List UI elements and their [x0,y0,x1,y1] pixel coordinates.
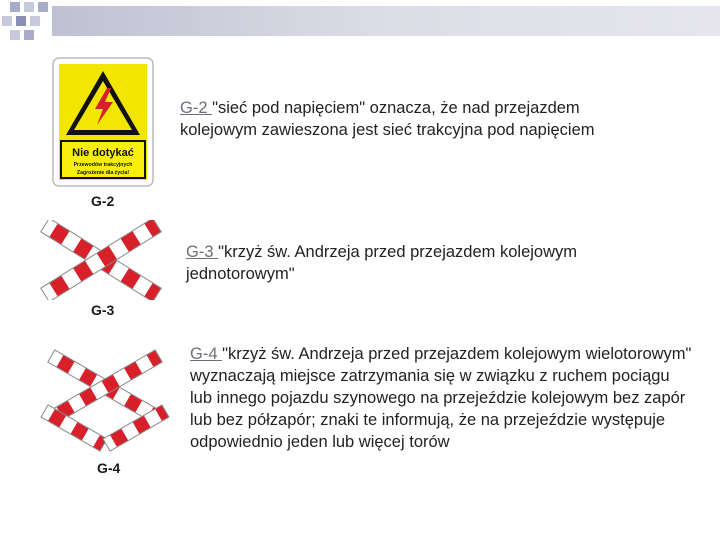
description-g2-text: "sieć pod napięciem" oznacza, że nad przejazdem kolejowym zawieszona jest sieć trakcyjna pod napięciem [180,99,595,139]
sign-g2-subtext-2: Zagrożenie dla życia! [76,170,130,176]
description-g3 [186,241,636,285]
sign-g4-caption: G-4 [97,460,121,476]
slide-header-decoration [0,0,720,40]
description-g2-code: G-2 [180,99,213,117]
description-g3-code: G-3 [186,243,219,261]
single-saint-andrew-cross-icon [38,220,164,300]
sign-g4 [40,345,170,457]
description-g3-text: "krzyż św. Andrzeja przed przejazdem kolejowym jednotorowym" [186,243,578,283]
corner-squares-decoration [0,0,60,44]
sign-g2-subtext-1: Przewodów trakcyjnych [73,162,133,168]
header-band-decoration [52,6,720,36]
sign-g2-main-text: Nie dotykać [72,147,134,159]
sign-g3-caption: G-3 [91,302,115,318]
description-g4-code: G-4 [190,345,223,363]
description-g4-text: "krzyż św. Andrzeja przed przejazdem kolejowym wielotorowym" wyznaczają miejsce zatrzymania się w związku z ruchem pociągu lub innego pojazdu szynowego na przejeździe kolejowym bez zapór lub bez półzapór; znaki te informują, że na przejeździe występuje odpowiednio jeden lub więcej torów [190,345,692,451]
sign-g3 [38,220,164,300]
description-g2 [180,97,650,141]
high-voltage-sign-icon [52,57,154,187]
description-g4 [190,343,695,453]
sign-g2-caption: G-2 [91,193,115,209]
double-saint-andrew-cross-icon [40,345,170,457]
sign-g2 [52,57,154,187]
